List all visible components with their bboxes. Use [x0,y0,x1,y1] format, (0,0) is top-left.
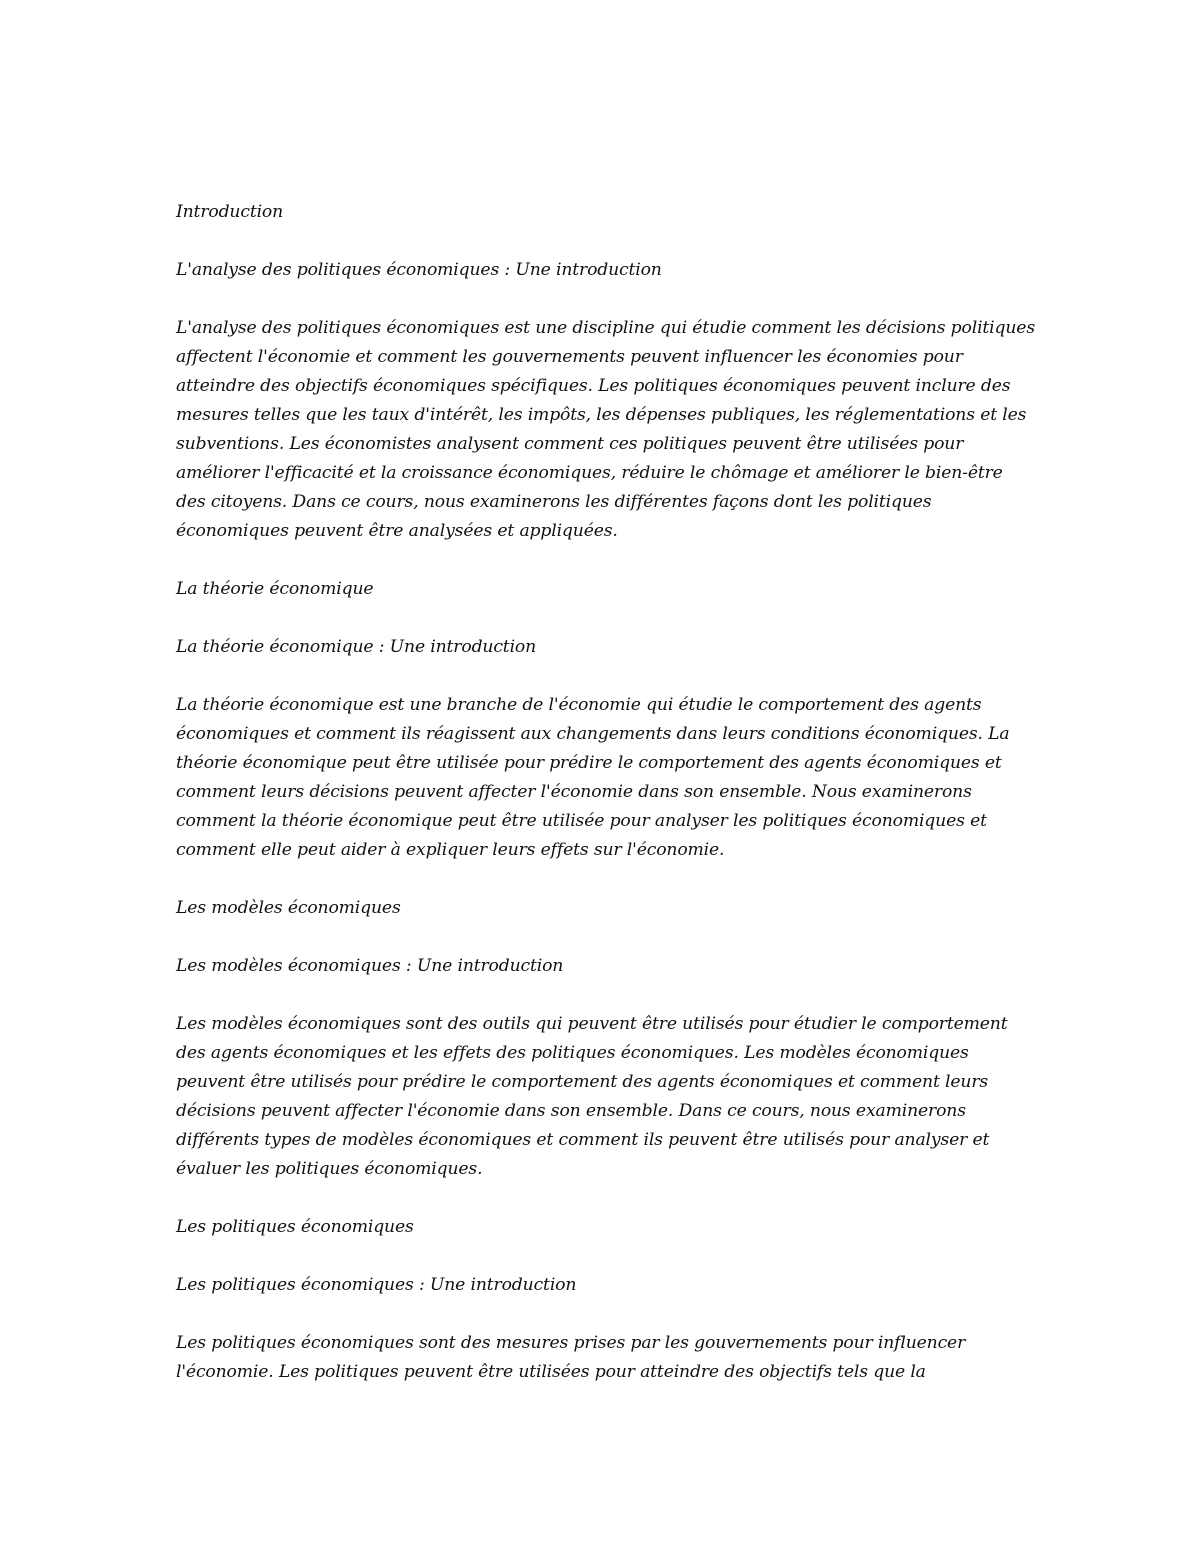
subheading-theorie: La théorie économique : Une introduction [176,637,537,657]
section-heading-modeles: Les modèles économiques [176,898,401,918]
subheading-politiques: Les politiques économiques : Une introduction [176,1275,577,1295]
paragraph-politiques: Les politiques économiques sont des mesures prises par les gouvernements pour influencer l'économie. Les politiques peuvent être utilisées pour atteindre des objectifs tels que la [176,1333,966,1382]
document-body [176,198,1036,1416]
section-heading-introduction: Introduction [176,202,284,222]
section-heading-theorie: La théorie économique [176,579,374,599]
paragraph-modeles: Les modèles économiques sont des outils qui peuvent être utilisés pour étudier le comportement des agents économiques et les effets des politiques économiques. Les modèles économiques peuvent être utilisés pour prédire le comportement des agents économiques et comment leurs décisions peuvent affecter l'économie dans son ensemble. Dans ce cours, nous examinerons différents types de modèles économiques et comment ils peuvent être utilisés pour analyser et évaluer les politiques économiques. [176,1014,1008,1179]
subheading-analyse-politiques: L'analyse des politiques économiques : Une introduction [176,260,662,280]
paragraph-theorie: La théorie économique est une branche de l'économie qui étudie le comportement des agents économiques et comment ils réagissent aux changements dans leurs conditions économiques. La théorie économique peut être utilisée pour prédire le comportement des agents économiques et comment leurs décisions peuvent affecter l'économie dans son ensemble. Nous examinerons comment la théorie économique peut être utilisée pour analyser les politiques économiques et comment elle peut aider à expliquer leurs effets sur l'économie. [176,695,1010,860]
section-heading-politiques: Les politiques économiques [176,1217,414,1237]
subheading-modeles: Les modèles économiques : Une introduction [176,956,564,976]
paragraph-analyse-politiques: L'analyse des politiques économiques est une discipline qui étudie comment les décisions politiques affectent l'économie et comment les gouvernements peuvent influencer les économies pour atteindre des objectifs économiques spécifiques. Les politiques économiques peuvent inclure des mesures telles que les taux d'intérêt, les impôts, les dépenses publiques, les réglementations et les subventions. Les économistes analysent comment ces politiques peuvent être utilisées pour améliorer l'efficacité et la croissance économiques, réduire le chômage et améliorer le bien-être des citoyens. Dans ce cours, nous examinerons les différentes façons dont les politiques économiques peuvent être analysées et appliquées. [176,318,1035,541]
